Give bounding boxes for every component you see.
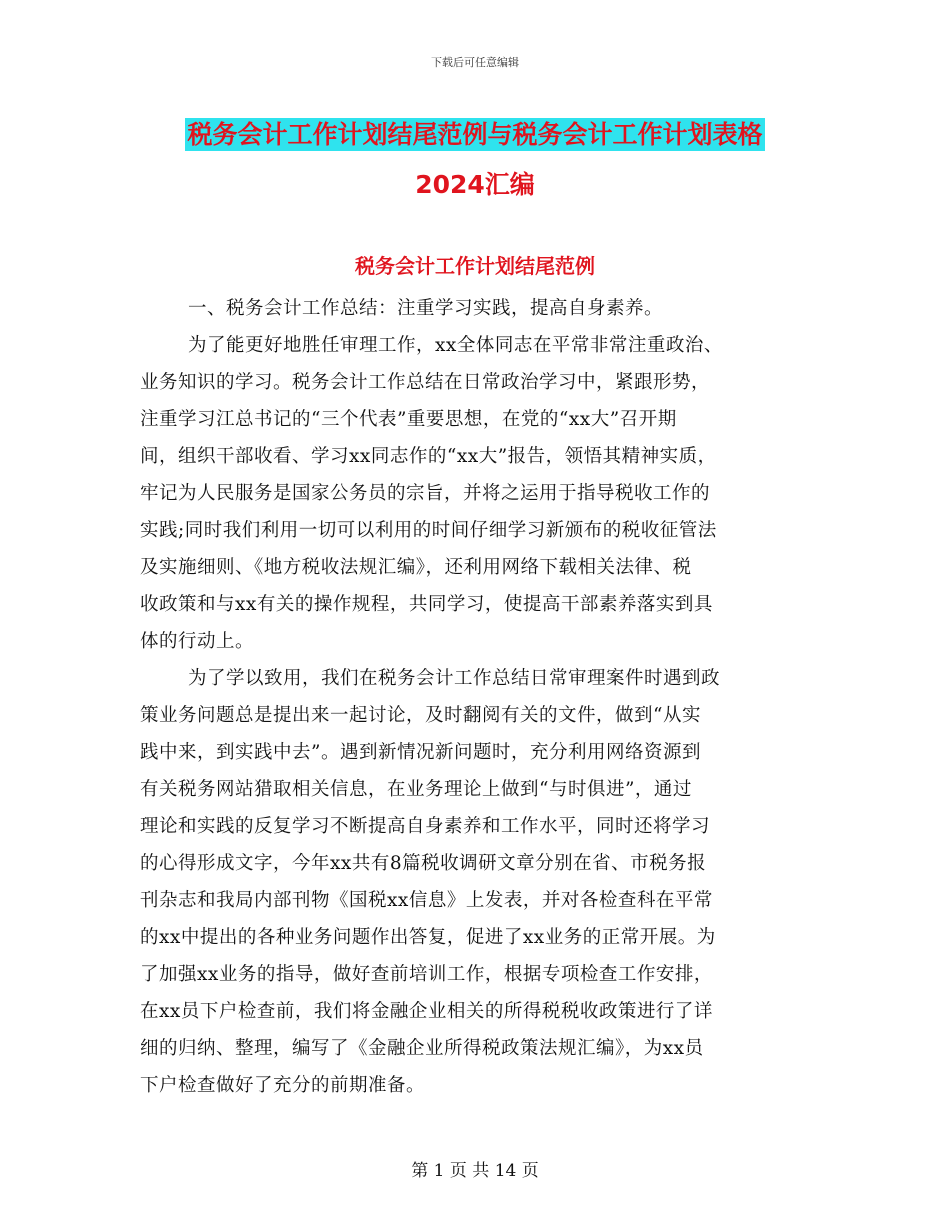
paragraph-line: 的心得形成文字，今年xx共有8篇税收调研文章分别在省、市税务报 bbox=[140, 853, 707, 874]
page-number: 第 1 页 共 14 页 bbox=[411, 1161, 539, 1181]
paragraph-line: 理论和实践的反复学习不断提高自身素养和工作水平，同时还将学习 bbox=[140, 816, 711, 837]
paragraph-line: 收政策和与xx有关的操作规程，共同学习，使提高干部素养落实到具 bbox=[140, 594, 713, 615]
document-title-line-2: 2024汇编 bbox=[415, 170, 535, 199]
paragraph-line: 一、税务会计工作总结：注重学习实践，提高自身素养。 bbox=[188, 298, 664, 319]
paragraph-line: 实践;同时我们利用一切可以利用的时间仔细学习新颁布的税收征管法 bbox=[140, 520, 717, 541]
paragraph-line: 的xx中提出的各种业务问题作出答复，促进了xx业务的正常开展。为 bbox=[140, 927, 716, 948]
paragraph-line: 牢记为人民服务是国家公务员的宗旨，并将之运用于指导税收工作的 bbox=[140, 483, 711, 504]
paragraph-line: 策业务问题总是提出来一起讨论，及时翻阅有关的文件，做到“从实 bbox=[140, 705, 701, 726]
paragraph-line: 刊杂志和我局内部刊物《国税xx信息》上发表，并对各检查科在平常 bbox=[140, 890, 713, 911]
paragraph-line: 了加强xx业务的指导，做好查前培训工作，根据专项检查工作安排， bbox=[140, 964, 713, 985]
paragraph-line: 在xx员下户检查前，我们将金融企业相关的所得税税收政策进行了详 bbox=[140, 1001, 713, 1022]
paragraph-line: 为了能更好地胜任审理工作，xx全体同志在平常非常注重政治、 bbox=[188, 335, 723, 356]
paragraph-line: 业务知识的学习。税务会计工作总结在日常政治学习中，紧跟形势， bbox=[140, 372, 711, 393]
page-header-note: 下载后可任意编辑 bbox=[431, 56, 519, 69]
paragraph-line: 下户检查做好了充分的前期准备。 bbox=[140, 1075, 426, 1096]
paragraph-line: 有关税务网站猎取相关信息，在业务理论上做到“与时俱进”，通过 bbox=[140, 779, 692, 800]
paragraph-line: 间，组织干部收看、学习xx同志作的“xx大”报告，领悟其精神实质， bbox=[140, 446, 717, 467]
document-title-line-1: 税务会计工作计划结尾范例与税务会计工作计划表格 bbox=[187, 120, 763, 149]
section-heading: 税务会计工作计划结尾范例 bbox=[355, 254, 595, 278]
paragraph-line: 注重学习江总书记的“三个代表”重要思想，在党的“xx大”召开期 bbox=[140, 409, 677, 430]
paragraph-line: 为了学以致用，我们在税务会计工作总结日常审理案件时遇到政 bbox=[188, 668, 721, 689]
paragraph-line: 及实施细则、《地方税收法规汇编》，还利用网络下载相关法律、税 bbox=[140, 557, 692, 578]
paragraph-line: 细的归纳、整理，编写了《金融企业所得税政策法规汇编》，为xx员 bbox=[140, 1038, 704, 1059]
document-title bbox=[150, 110, 800, 210]
paragraph-line: 体的行动上。 bbox=[140, 631, 255, 652]
body-text bbox=[140, 290, 820, 1104]
paragraph-line: 践中来，到实践中去”。遇到新情况新问题时，充分利用网络资源到 bbox=[140, 742, 701, 763]
